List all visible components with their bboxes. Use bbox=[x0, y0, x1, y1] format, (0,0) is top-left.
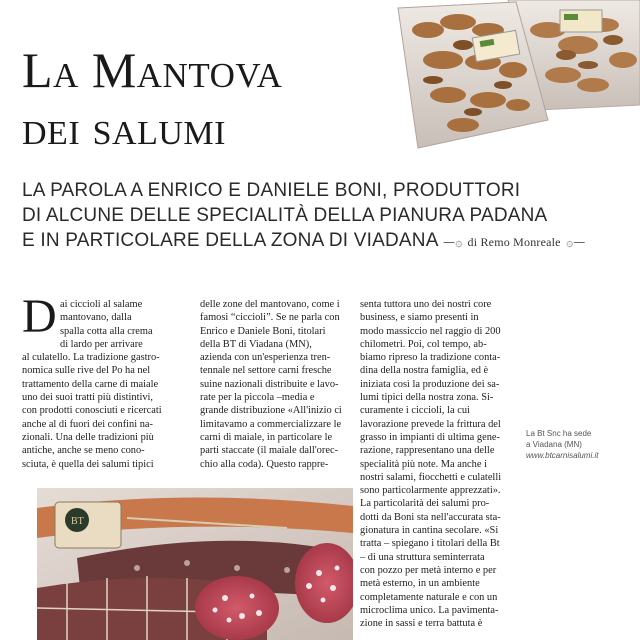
salami-image bbox=[37, 488, 353, 640]
article-subtitle bbox=[22, 178, 622, 255]
col2-line: azienda con un'esperienza tren- bbox=[200, 352, 331, 364]
article-title-line-2: dei salumi bbox=[22, 102, 226, 155]
col3-line: chilometri. Poi, col tempo, ab- bbox=[360, 338, 487, 350]
salami-tag-label: BT bbox=[71, 516, 84, 527]
col3-line: business, e siamo presenti in bbox=[360, 312, 479, 324]
subtitle-line-1: LA PAROLA A ENRICO E DANIELE BONI, PRODUTTORI bbox=[22, 180, 521, 201]
flourish-left-icon: —۞ bbox=[443, 235, 463, 249]
salumi-photo bbox=[37, 488, 353, 640]
col3-line: metà esterno, in un ambiente bbox=[360, 578, 480, 590]
col1-line: trattamento della carne di maiale bbox=[22, 378, 159, 390]
photo-caption bbox=[526, 428, 626, 461]
col1-line: di lardo per arrivare bbox=[60, 338, 143, 350]
col3-line: completamente naturale e con un bbox=[360, 591, 498, 603]
article-column-1 bbox=[22, 298, 190, 471]
col3-line: sono particolarmente apprezzati». bbox=[360, 485, 501, 497]
col2-line: carni di maiale, in particolare le bbox=[200, 431, 333, 443]
article-column-2 bbox=[200, 298, 348, 471]
article-title-line-1: La Mantova bbox=[22, 42, 283, 98]
caption-website-link[interactable]: www.btcarnisalumi.it bbox=[526, 451, 599, 460]
col1-line: nomica sulle rive del Po ha nel bbox=[22, 365, 151, 377]
col2-line: Enrico e Daniele Boni, titolari bbox=[200, 325, 326, 337]
col3-line: grasso in impianti di ultima gene- bbox=[360, 431, 500, 443]
col1-line: mantovano, dalla bbox=[60, 312, 132, 324]
col3-line: dotti da Boni sta nell'accurata sta- bbox=[360, 511, 501, 523]
article-column-3 bbox=[360, 298, 520, 630]
col3-line: gionatura in cantina secolare. «Si bbox=[360, 525, 499, 537]
col1-line: ai ciccioli al salame bbox=[60, 299, 143, 310]
col1-line: anche al di fuori dei confini na- bbox=[22, 418, 153, 430]
col1-line: spalla cotta alla crema bbox=[60, 325, 153, 337]
col3-line: curamente i ciccioli, la cui bbox=[360, 405, 470, 417]
ciccioli-trays-image bbox=[388, 0, 640, 150]
col1-line: antiche, anche se meno cono- bbox=[22, 445, 145, 457]
col3-line: La particolarità dei salumi pro- bbox=[360, 498, 490, 510]
col3-line: senta tuttora uno dei nostri core bbox=[360, 299, 492, 310]
col1-line: uno dei suoi tratti più distintivi, bbox=[22, 392, 154, 404]
col1-line: zionali. Una delle tradizioni più bbox=[22, 431, 154, 443]
col2-line: suine nazionali distribuite e lavo- bbox=[200, 378, 339, 390]
col2-line: rate per la piccola –media e bbox=[200, 392, 315, 404]
col3-line: microclima unico. La pavimenta- bbox=[360, 604, 499, 616]
col3-line: nostri salami, fiocchetti e culatelli bbox=[360, 471, 502, 483]
caption-line-2: a Viadana (MN) bbox=[526, 440, 582, 449]
col3-line: modo massiccio nel raggio di 200 bbox=[360, 325, 501, 337]
col3-line: lavorazione prevede la frittura del bbox=[360, 418, 501, 430]
col2-line: della BT di Viadana (MN), bbox=[200, 338, 312, 350]
drop-cap: D bbox=[22, 290, 57, 343]
col1-line: sciuta, è quella dei salumi tipici bbox=[22, 458, 154, 470]
flourish-right-icon: ۞— bbox=[566, 235, 586, 249]
subtitle-line-3-wrap bbox=[22, 228, 622, 255]
col3-line: lumi tipici della nostra zona. Si- bbox=[360, 392, 494, 404]
col3-line: con pozzo per metà interno e per bbox=[360, 564, 497, 576]
col2-line: delle zone del mantovano, come i bbox=[200, 299, 340, 310]
col3-line: specialità più note. Ma anche i bbox=[360, 458, 487, 470]
col3-line: dina della nostra famiglia, ed è bbox=[360, 365, 489, 377]
col3-line: zione in sassi e terra battuta è bbox=[360, 618, 483, 630]
col2-line: grande distribuzione «All'inizio ci bbox=[200, 405, 342, 417]
subtitle-line-3: E IN PARTICOLARE DELLA ZONA DI VIADANA bbox=[22, 230, 438, 251]
col3-line: razione, rappresentano una delle bbox=[360, 445, 495, 457]
col2-line: chio alla coda). Questo rappre- bbox=[200, 458, 329, 470]
col3-line: – di una struttura seminterrata bbox=[360, 551, 485, 563]
col2-line: famosi “ciccioli”. Se ne parla con bbox=[200, 312, 340, 324]
col3-line: biamo ripreso la tradizione conta- bbox=[360, 352, 501, 364]
col1-line: con prodotti conosciuti e ricercati bbox=[22, 405, 162, 417]
caption-line-1: La Bt Snc ha sede bbox=[526, 429, 592, 438]
subtitle-line-2: DI ALCUNE DELLE SPECIALITÀ DELLA PIANURA PADANA bbox=[22, 205, 548, 226]
col3-line: iniziata così la produzione dei sa- bbox=[360, 378, 500, 390]
col1-line: al culatello. La tradizione gastro- bbox=[22, 352, 160, 364]
col2-line: tennale nel settore carni fresche bbox=[200, 365, 332, 377]
col2-line: parti staccate (il maiale dall'orec- bbox=[200, 445, 339, 457]
ciccioli-photo bbox=[388, 0, 640, 150]
col2-line: limitavamo a commercializzare le bbox=[200, 418, 342, 430]
col3-line: tratta – spiegano i titolari della Bt bbox=[360, 538, 500, 550]
author-byline: di Remo Monreale bbox=[467, 235, 561, 249]
